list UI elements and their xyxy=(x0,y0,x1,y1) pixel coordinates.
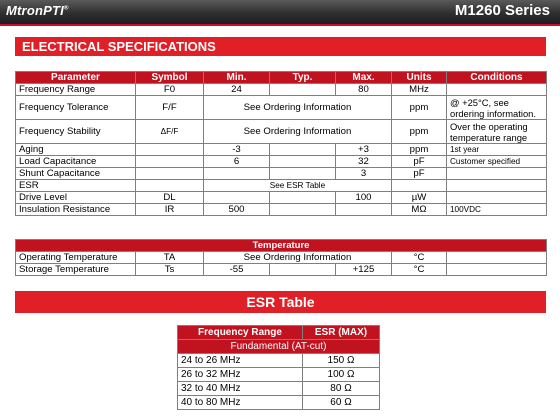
temperature-header: Temperature xyxy=(16,240,547,252)
esr-header-row xyxy=(178,326,380,340)
symbol-cell: F/F xyxy=(136,96,204,120)
symbol-cell: IR xyxy=(136,204,204,216)
symbol-cell xyxy=(136,180,204,192)
symbol-cell xyxy=(136,144,204,156)
units-cell: ppm xyxy=(392,144,447,156)
max-cell: 100 xyxy=(336,192,392,204)
range-cell: 40 to 80 MHz xyxy=(178,396,303,410)
conditions-cell xyxy=(447,180,547,192)
temperature-header-row xyxy=(16,240,547,252)
units-cell: pF xyxy=(392,156,447,168)
max-cell: +125 xyxy=(336,264,392,276)
conditions-cell xyxy=(447,252,547,264)
min-cell xyxy=(204,192,270,204)
spec-header-row xyxy=(16,72,547,84)
esr-subheader-row xyxy=(178,340,380,354)
symbol-cell xyxy=(136,156,204,168)
table-row xyxy=(16,144,547,156)
col-header: Max. xyxy=(336,72,392,84)
min-cell: 6 xyxy=(204,156,270,168)
param-cell: Storage Temperature xyxy=(16,264,136,276)
param-cell: Operating Temperature xyxy=(16,252,136,264)
electrical-spec-table xyxy=(15,71,547,216)
typ-cell xyxy=(270,204,336,216)
esr-cell: 100 Ω xyxy=(303,368,380,382)
param-cell: ESR xyxy=(16,180,136,192)
units-cell: MΩ xyxy=(392,204,447,216)
table-row xyxy=(16,204,547,216)
span-cell: See Ordering Information xyxy=(204,96,392,120)
conditions-cell: 1st year xyxy=(447,144,547,156)
col-header: Min. xyxy=(204,72,270,84)
conditions-cell xyxy=(447,192,547,204)
conditions-cell: 100VDC xyxy=(447,204,547,216)
esr-table-banner: ESR Table xyxy=(15,291,546,313)
param-cell: Frequency Tolerance xyxy=(16,96,136,120)
max-cell: 80 xyxy=(336,84,392,96)
symbol-cell: F0 xyxy=(136,84,204,96)
table-row xyxy=(16,120,547,144)
param-cell: Aging xyxy=(16,144,136,156)
units-cell: °C xyxy=(392,252,447,264)
table-row xyxy=(16,84,547,96)
symbol-cell: TA xyxy=(136,252,204,264)
col-header: ESR (MAX) xyxy=(303,326,380,340)
esr-cell: 80 Ω xyxy=(303,382,380,396)
table-row xyxy=(178,396,380,410)
units-cell: ppm xyxy=(392,96,447,120)
conditions-cell xyxy=(447,264,547,276)
table-row xyxy=(16,96,547,120)
conditions-cell xyxy=(447,84,547,96)
table-row xyxy=(16,192,547,204)
header-divider xyxy=(0,24,560,26)
param-cell: Load Capacitance xyxy=(16,156,136,168)
table-row xyxy=(16,264,547,276)
table-row xyxy=(178,354,380,368)
symbol-cell: DL xyxy=(136,192,204,204)
conditions-cell xyxy=(447,168,547,180)
table-row xyxy=(16,156,547,168)
esr-table xyxy=(177,325,380,410)
max-cell: +3 xyxy=(336,144,392,156)
table-row xyxy=(16,252,547,264)
esr-cell: 150 Ω xyxy=(303,354,380,368)
symbol-cell xyxy=(136,168,204,180)
table-row xyxy=(16,168,547,180)
symbol-cell: Ts xyxy=(136,264,204,276)
col-header: Conditions xyxy=(447,72,547,84)
col-header: Typ. xyxy=(270,72,336,84)
temperature-table xyxy=(15,239,547,276)
min-cell: -55 xyxy=(204,264,270,276)
range-cell: 26 to 32 MHz xyxy=(178,368,303,382)
units-cell: MHz xyxy=(392,84,447,96)
table-row xyxy=(178,368,380,382)
min-cell: 24 xyxy=(204,84,270,96)
param-cell: Shunt Capacitance xyxy=(16,168,136,180)
top-bar xyxy=(0,0,560,24)
param-cell: Drive Level xyxy=(16,192,136,204)
units-cell: ppm xyxy=(392,120,447,144)
units-cell: °C xyxy=(392,264,447,276)
span-cell: See Ordering Information xyxy=(204,120,392,144)
range-cell: 24 to 26 MHz xyxy=(178,354,303,368)
typ-cell xyxy=(270,192,336,204)
conditions-cell: Customer specified xyxy=(447,156,547,168)
max-cell: 32 xyxy=(336,156,392,168)
conditions-cell: Over the operating temperature range xyxy=(447,120,547,144)
series-title: M1260 Series xyxy=(454,2,550,19)
esr-cell: 60 Ω xyxy=(303,396,380,410)
min-cell: -3 xyxy=(204,144,270,156)
units-cell: µW xyxy=(392,192,447,204)
esr-subheader: Fundamental (AT-cut) xyxy=(178,340,380,354)
typ-cell xyxy=(270,156,336,168)
units-cell: pF xyxy=(392,168,447,180)
table-row xyxy=(178,382,380,396)
table-row xyxy=(16,180,547,192)
symbol-cell: ΔF/F xyxy=(136,120,204,144)
company-logo: MtronPTI® xyxy=(6,3,69,18)
max-cell: 3 xyxy=(336,168,392,180)
col-header: Symbol xyxy=(136,72,204,84)
span-cell: See ESR Table xyxy=(204,180,392,192)
col-header: Frequency Range xyxy=(178,326,303,340)
max-cell xyxy=(336,204,392,216)
min-cell xyxy=(204,168,270,180)
typ-cell xyxy=(270,168,336,180)
conditions-cell: @ +25°C, see ordering information. xyxy=(447,96,547,120)
typ-cell xyxy=(270,264,336,276)
typ-cell xyxy=(270,84,336,96)
electrical-specifications-banner: ELECTRICAL SPECIFICATIONS xyxy=(15,37,546,56)
col-header: Parameter xyxy=(16,72,136,84)
param-cell: Insulation Resistance xyxy=(16,204,136,216)
col-header: Units xyxy=(392,72,447,84)
param-cell: Frequency Stability xyxy=(16,120,136,144)
min-cell: 500 xyxy=(204,204,270,216)
typ-cell xyxy=(270,144,336,156)
param-cell: Frequency Range xyxy=(16,84,136,96)
range-cell: 32 to 40 MHz xyxy=(178,382,303,396)
units-cell xyxy=(392,180,447,192)
span-cell: See Ordering Information xyxy=(204,252,392,264)
